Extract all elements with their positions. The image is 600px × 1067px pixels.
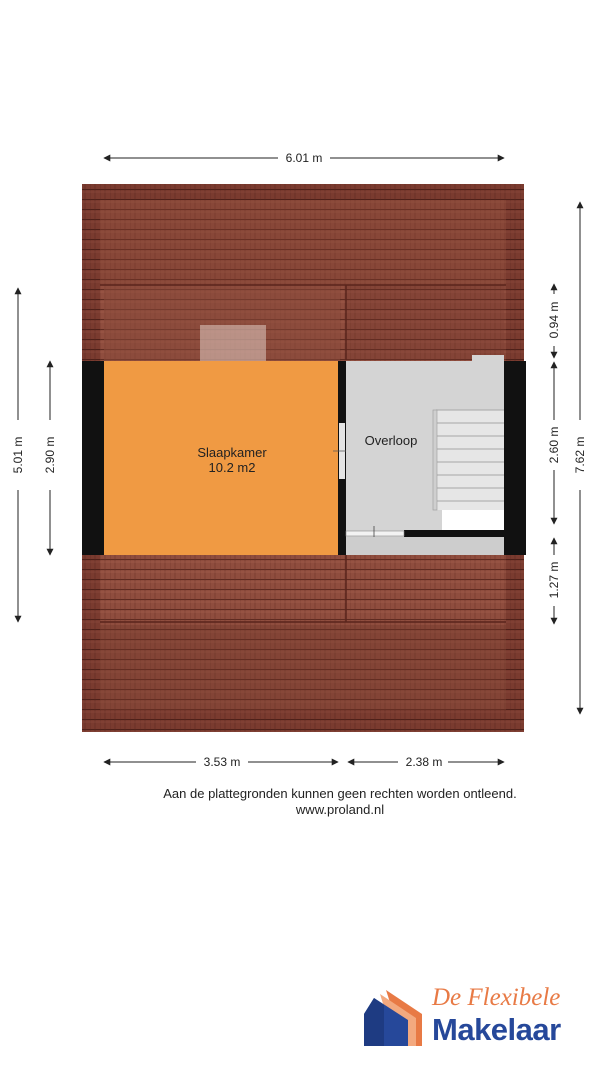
dim-left-inner: 2.90 m	[43, 436, 57, 474]
dim-bottom-right: 2.38 m	[405, 755, 443, 769]
house-icon	[360, 984, 426, 1050]
dim-right-top: 0.94 m	[547, 301, 561, 339]
dim-bottom-left: 3.53 m	[203, 755, 241, 769]
disclaimer-text: Aan de plattegronden kunnen geen rechten worden ontleend.	[163, 786, 517, 801]
roof-shadow-top	[100, 200, 506, 285]
wall-right	[504, 361, 526, 555]
dim-top-width: 6.01 m	[285, 151, 323, 165]
room-name-slaapkamer: Slaapkamer	[197, 445, 267, 460]
hall-threshold	[346, 531, 404, 536]
wall-left	[82, 361, 104, 555]
roof-shadow-bottom	[100, 625, 506, 710]
stairs	[436, 410, 504, 510]
stair-landing	[442, 510, 504, 530]
hall-notch	[472, 355, 504, 361]
dim-right-total: 7.62 m	[573, 436, 587, 474]
dim-left-depth: 5.01 m	[11, 436, 25, 474]
room-area-slaapkamer: 10.2 m2	[208, 460, 256, 475]
brand-name-line1: De Flexibele	[432, 984, 561, 1011]
dormer-right-top	[346, 285, 504, 360]
hall-wall-bottom	[404, 530, 504, 537]
website-link[interactable]: www.proland.nl	[295, 802, 385, 817]
brand-logo	[360, 984, 590, 1050]
brand-name-line2: Makelaar	[432, 1012, 561, 1047]
dim-right-bottom: 1.27 m	[547, 561, 561, 599]
hall-lower-strip	[346, 537, 504, 555]
room-name-overloop: Overloop	[364, 433, 418, 448]
stair-rail	[433, 410, 437, 510]
dim-right-mid: 2.60 m	[547, 426, 561, 464]
